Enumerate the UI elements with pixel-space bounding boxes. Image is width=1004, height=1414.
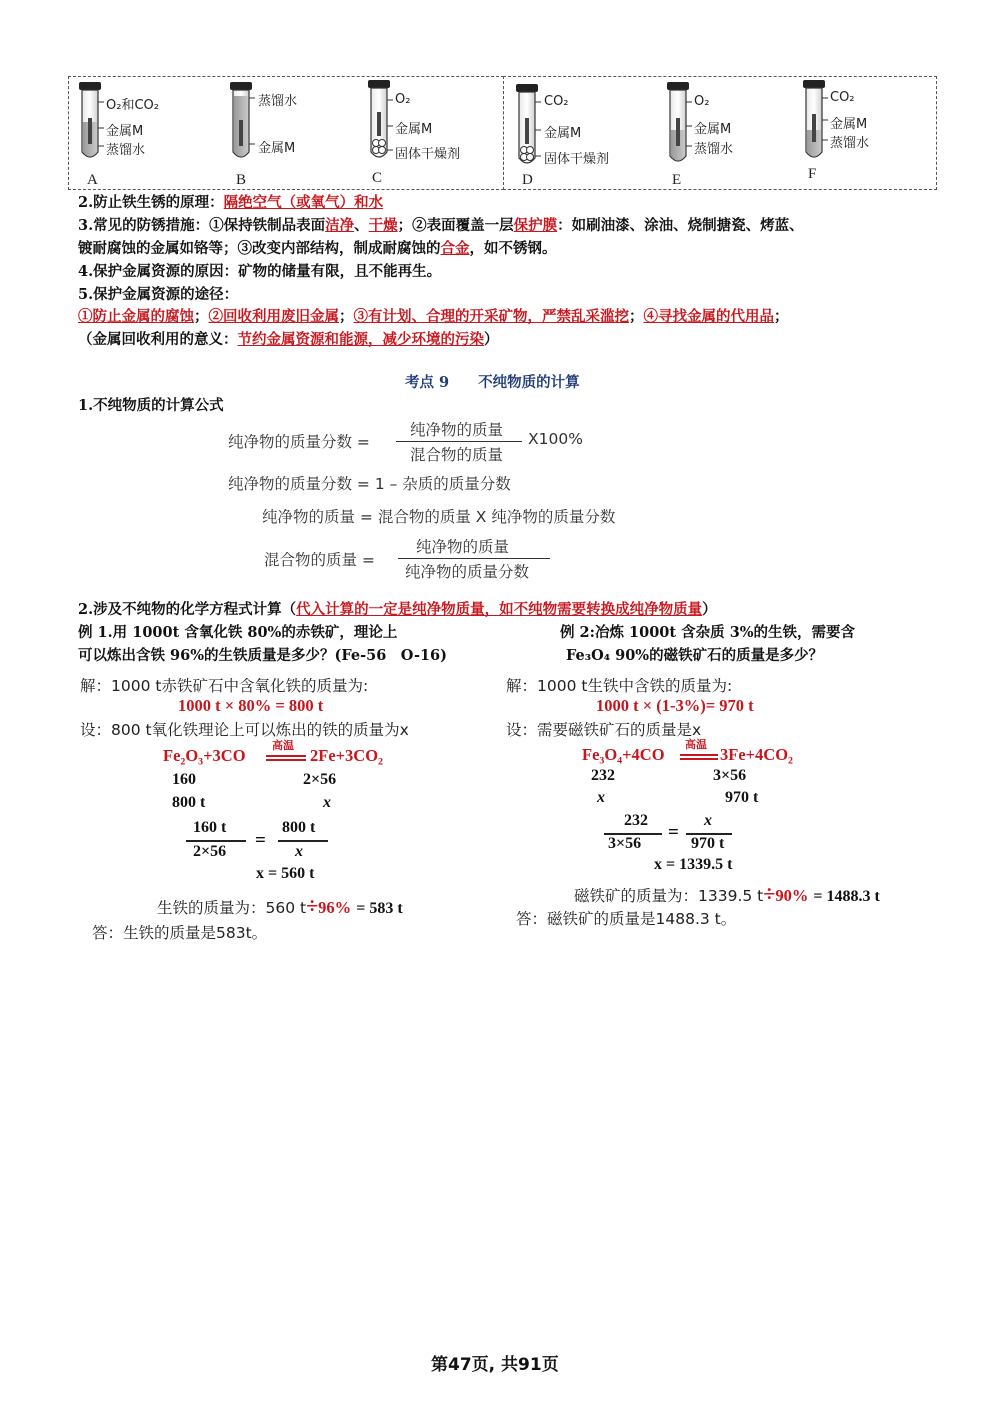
tube-a-label-gas: O₂和CO₂ bbox=[106, 98, 159, 113]
tube-c-label-desiccant: 固体干燥剂 bbox=[395, 147, 461, 162]
formula-4-bar bbox=[398, 558, 550, 559]
tube-a-label-water: 蒸馏水 bbox=[106, 143, 146, 158]
point-5-ways: ①防止金属的腐蚀；②回收利用废旧金属；③有计划、合理的开采矿物，严禁乱采滥挖；④寻找金属的代用品； bbox=[78, 308, 789, 325]
example-1-fraction-equals: = bbox=[255, 830, 266, 851]
tube-a-label-metal: 金属M bbox=[106, 124, 144, 139]
example-1-answer: 答：生铁的质量是583t。 bbox=[92, 924, 268, 942]
example-1-step1: 解：1000 t赤铁矿石中含氧化铁的质量为: bbox=[80, 677, 369, 695]
point-3-line2: 镀耐腐蚀的金属如铬等；③改变内部结构，制成耐腐蚀的合金，如不锈钢。 bbox=[78, 240, 557, 257]
example-1-question-line1: 例 1.用 1000t 含氧化铁 80%的赤铁矿，理论上 bbox=[78, 624, 398, 641]
tube-f-label-gas: CO₂ bbox=[830, 90, 855, 105]
formula-4-left: 混合物的质量 = bbox=[264, 551, 375, 569]
tube-a bbox=[79, 82, 104, 157]
example-1-equation-right: 2Fe+3CO₂ bbox=[310, 746, 384, 765]
example-2-mass-1: 232 bbox=[591, 767, 615, 784]
tube-b bbox=[230, 82, 255, 157]
example-1-fraction-bar2 bbox=[278, 840, 328, 842]
point-5: 5.保护金属资源的途径： bbox=[78, 286, 239, 303]
formula-3: 纯净物的质量 = 混合物的质量 X 纯净物的质量分数 bbox=[262, 508, 616, 526]
formula-1-numerator: 纯净物的质量 bbox=[410, 421, 504, 439]
section-9-title: 考点 9 不纯物质的计算 bbox=[405, 374, 580, 391]
example-1-question-line2: 可以炼出含铁 96%的生铁质量是多少？(Fe-56 O-16) bbox=[78, 647, 448, 664]
formula-1-right: X100% bbox=[528, 430, 583, 448]
example-2-magnetite-calc: 磁铁矿的质量为：1339.5 t÷90% = 1488.3 t bbox=[574, 881, 880, 906]
tube-f-label-metal: 金属M bbox=[830, 117, 868, 132]
example-1-step3: 设：800 t氧化铁理论上可以炼出的铁的质量为x bbox=[80, 721, 409, 739]
example-2-step1: 解：1000 t生铁中含铁的质量为: bbox=[506, 677, 733, 695]
example-2-fraction-den2: 970 t bbox=[691, 835, 725, 852]
example-1-mass-3: 800 t bbox=[172, 794, 206, 811]
example-1-equation-condition: 高温 bbox=[272, 739, 294, 752]
tube-d-label-metal: 金属M bbox=[544, 126, 582, 141]
example-2-step2: 1000 t × (1-3%)= 970 t bbox=[596, 696, 754, 715]
example-1-equation-arrow-bottom bbox=[266, 759, 306, 761]
tube-d-label-gas: CO₂ bbox=[544, 94, 569, 109]
tube-e-label-metal: 金属M bbox=[694, 122, 732, 137]
example-1-mass-1: 160 bbox=[172, 771, 196, 788]
example-1-fraction-den2: x bbox=[295, 843, 303, 860]
example-1-pig-iron-calc: 生铁的质量为：560 t÷96% = 583 t bbox=[157, 893, 403, 918]
example-1-fraction-num1: 160 t bbox=[193, 819, 227, 836]
example-2-fraction-equals: = bbox=[668, 822, 679, 843]
example-1-mass-4: x bbox=[323, 794, 331, 811]
tube-b-label-water: 蒸馏水 bbox=[258, 94, 298, 109]
tube-d-label-desiccant: 固体干燥剂 bbox=[544, 152, 610, 167]
tube-f-label-water: 蒸馏水 bbox=[830, 136, 870, 151]
example-2-answer: 答：磁铁矿的质量是1488.3 t。 bbox=[516, 910, 737, 928]
tube-d-letter: D bbox=[522, 172, 533, 188]
formula-1-left: 纯净物的质量分数 = bbox=[228, 433, 370, 451]
example-2-equation-condition: 高温 bbox=[685, 738, 707, 751]
example-2-fraction-num1: 232 bbox=[624, 812, 648, 829]
tube-b-label-metal: 金属M bbox=[258, 141, 296, 156]
section-9-sub1: 1.不纯物质的计算公式 bbox=[78, 397, 224, 414]
example-2-fraction-den1: 3×56 bbox=[608, 835, 642, 852]
tube-a-letter: A bbox=[87, 172, 98, 188]
example-2-question-line1: 例 2:冶炼 1000t 含杂质 3%的生铁，需要含 bbox=[560, 624, 856, 641]
example-2-question-line2: Fe₃O₄ 90%的磁铁矿石的质量是多少？ bbox=[566, 647, 824, 664]
example-1-fraction-bar1 bbox=[186, 840, 246, 842]
example-2-mass-4: 970 t bbox=[725, 789, 759, 806]
point-3-line1: 3.常见的防锈措施：①保持铁制品表面洁净、干燥；②表面覆盖一层保护膜：如刷油漆、涂油、烧制搪瓷、烤蓝、 bbox=[78, 217, 804, 234]
tube-c bbox=[368, 80, 393, 157]
tube-c-label-gas: O₂ bbox=[395, 92, 411, 107]
example-2-fraction-num2: x bbox=[704, 812, 712, 829]
formula-1-bar bbox=[396, 441, 522, 442]
tube-d bbox=[516, 84, 541, 163]
example-2-equation-left: Fe₃O₄+4CO bbox=[582, 745, 665, 764]
example-1-step2: 1000 t × 80% = 800 t bbox=[178, 696, 324, 715]
example-2-step3: 设：需要磁铁矿石的质量是x bbox=[506, 721, 702, 739]
tube-e bbox=[667, 82, 692, 161]
formula-4-numerator: 纯净物的质量 bbox=[416, 538, 510, 556]
example-2-equation-arrow-bottom bbox=[680, 758, 718, 760]
tube-f bbox=[803, 80, 828, 157]
tube-f-letter: F bbox=[808, 166, 817, 182]
example-1-fraction-den1: 2×56 bbox=[193, 843, 227, 860]
example-1-result: x = 560 t bbox=[256, 865, 315, 882]
page-number: 第47页, 共91页 bbox=[431, 1355, 559, 1375]
example-1-equation-arrow-top bbox=[266, 755, 306, 757]
tube-e-label-gas: O₂ bbox=[694, 94, 710, 109]
tube-c-label-metal: 金属M bbox=[395, 122, 433, 137]
example-1-fraction-num2: 800 t bbox=[282, 819, 316, 836]
example-2-mass-3: x bbox=[597, 789, 605, 806]
example-2-mass-2: 3×56 bbox=[713, 767, 747, 784]
example-2-result: x = 1339.5 t bbox=[654, 856, 733, 873]
example-2-equation-right: 3Fe+4CO₂ bbox=[720, 745, 794, 764]
point-6: （金属回收利用的意义：节约金属资源和能源，减少环境的污染） bbox=[78, 331, 499, 348]
point-2-answer: 隔绝空气（或氧气）和水 bbox=[223, 194, 384, 211]
tube-e-letter: E bbox=[672, 172, 682, 188]
example-1-mass-2: 2×56 bbox=[303, 771, 337, 788]
example-2-equation-arrow-top bbox=[680, 754, 718, 756]
point-2: 2.防止铁生锈的原理：隔绝空气（或氧气）和水 bbox=[78, 194, 384, 211]
tube-e-label-water: 蒸馏水 bbox=[694, 142, 734, 157]
tube-b-letter: B bbox=[236, 172, 247, 188]
division-sign: ÷ bbox=[306, 893, 319, 918]
formula-2: 纯净物的质量分数 = 1 – 杂质的质量分数 bbox=[228, 475, 511, 493]
division-sign: ÷ bbox=[763, 881, 776, 906]
example-1-equation-left: Fe₂O₃+3CO bbox=[163, 746, 246, 765]
point-4: 4.保护金属资源的原因：矿物的储量有限，且不能再生。 bbox=[78, 263, 442, 280]
formula-1-denominator: 混合物的质量 bbox=[410, 446, 504, 464]
formula-4-denominator: 纯净物的质量分数 bbox=[405, 563, 530, 581]
section-9-sub2: 2.涉及不纯物的化学方程式计算（代入计算的一定是纯净物质量，如不纯物需要转换成纯净物质量） bbox=[78, 601, 717, 618]
tube-c-letter: C bbox=[372, 170, 383, 186]
